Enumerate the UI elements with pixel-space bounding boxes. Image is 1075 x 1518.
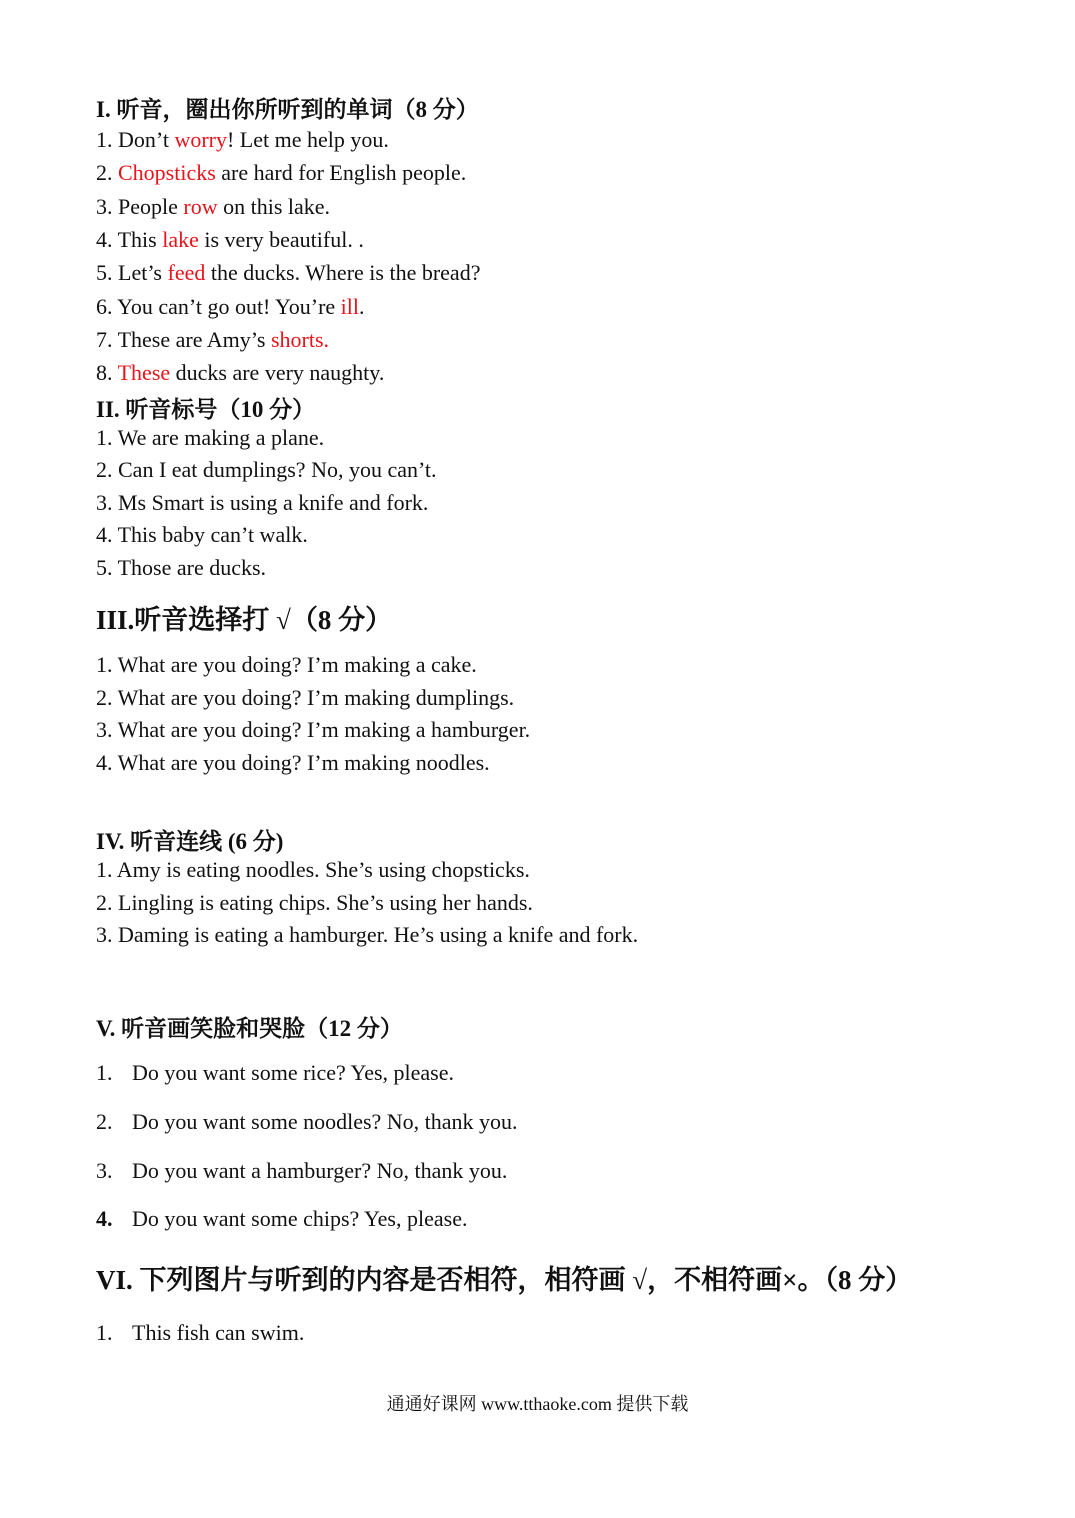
- s1-item-8: 8. These ducks are very naughty.: [96, 360, 385, 385]
- s1-item-3: 3. People row on this lake.: [96, 194, 331, 219]
- s1-item-5: 5. Let’s feed the ducks. Where is the bread?: [96, 260, 481, 285]
- s4-item-1: 1. Amy is eating noodles. She’s using chopsticks.: [96, 857, 530, 882]
- section-3-heading: III.听音选择打 √（8 分）: [96, 605, 393, 635]
- section-5-heading: V. 听音画笑脸和哭脸（12 分）: [96, 1016, 403, 1041]
- s1-item-6: 6. You can’t go out! You’re ill.: [96, 294, 365, 319]
- s3-item-1: 1. What are you doing? I’m making a cake.: [96, 652, 477, 677]
- s5-item-2: 2. Do you want some noodles? No, thank you.: [96, 1109, 518, 1134]
- s5-item-3: 3. Do you want a hamburger? No, thank you.: [96, 1158, 508, 1183]
- s2-item-5: 5. Those are ducks.: [96, 555, 267, 580]
- section-4-heading: IV. 听音连线 (6 分): [96, 829, 284, 854]
- s3-item-3: 3. What are you doing? I’m making a hamburger.: [96, 717, 531, 742]
- section-2-heading: II. 听音标号（10 分）: [96, 397, 316, 422]
- s5-item-4: 4. Do you want some chips? Yes, please.: [96, 1206, 468, 1231]
- s1-item-2: 2. Chopsticks are hard for English people.: [96, 160, 467, 185]
- s2-item-2: 2. Can I eat dumplings? No, you can’t.: [96, 457, 437, 482]
- s4-item-3: 3. Daming is eating a hamburger. He’s using a knife and fork.: [96, 922, 639, 947]
- section-1-heading: I. 听音，圈出你所听到的单词（8 分）: [96, 97, 479, 122]
- s6-item-1: 1. This fish can swim.: [96, 1320, 305, 1345]
- s3-item-2: 2. What are you doing? I’m making dumplings.: [96, 685, 515, 710]
- s1-item-4: 4. This lake is very beautiful. .: [96, 227, 364, 252]
- s1-item-1: 1. Don’t worry! Let me help you.: [96, 127, 389, 152]
- s4-item-2: 2. Lingling is eating chips. She’s using her hands.: [96, 890, 533, 915]
- s1-item-7: 7. These are Amy’s shorts.: [96, 327, 330, 352]
- s2-item-3: 3. Ms Smart is using a knife and fork.: [96, 490, 429, 515]
- s2-item-1: 1. We are making a plane.: [96, 425, 325, 450]
- page-footer: 通通好课网 www.tthaoke.com 提供下载: [386, 1394, 689, 1414]
- s2-item-4: 4. This baby can’t walk.: [96, 522, 308, 547]
- s5-item-1: 1. Do you want some rice? Yes, please.: [96, 1060, 454, 1085]
- s3-item-4: 4. What are you doing? I’m making noodles.: [96, 750, 490, 775]
- section-6-heading: VI. 下列图片与听到的内容是否相符，相符画 √，不相符画×。（8 分）: [96, 1265, 913, 1295]
